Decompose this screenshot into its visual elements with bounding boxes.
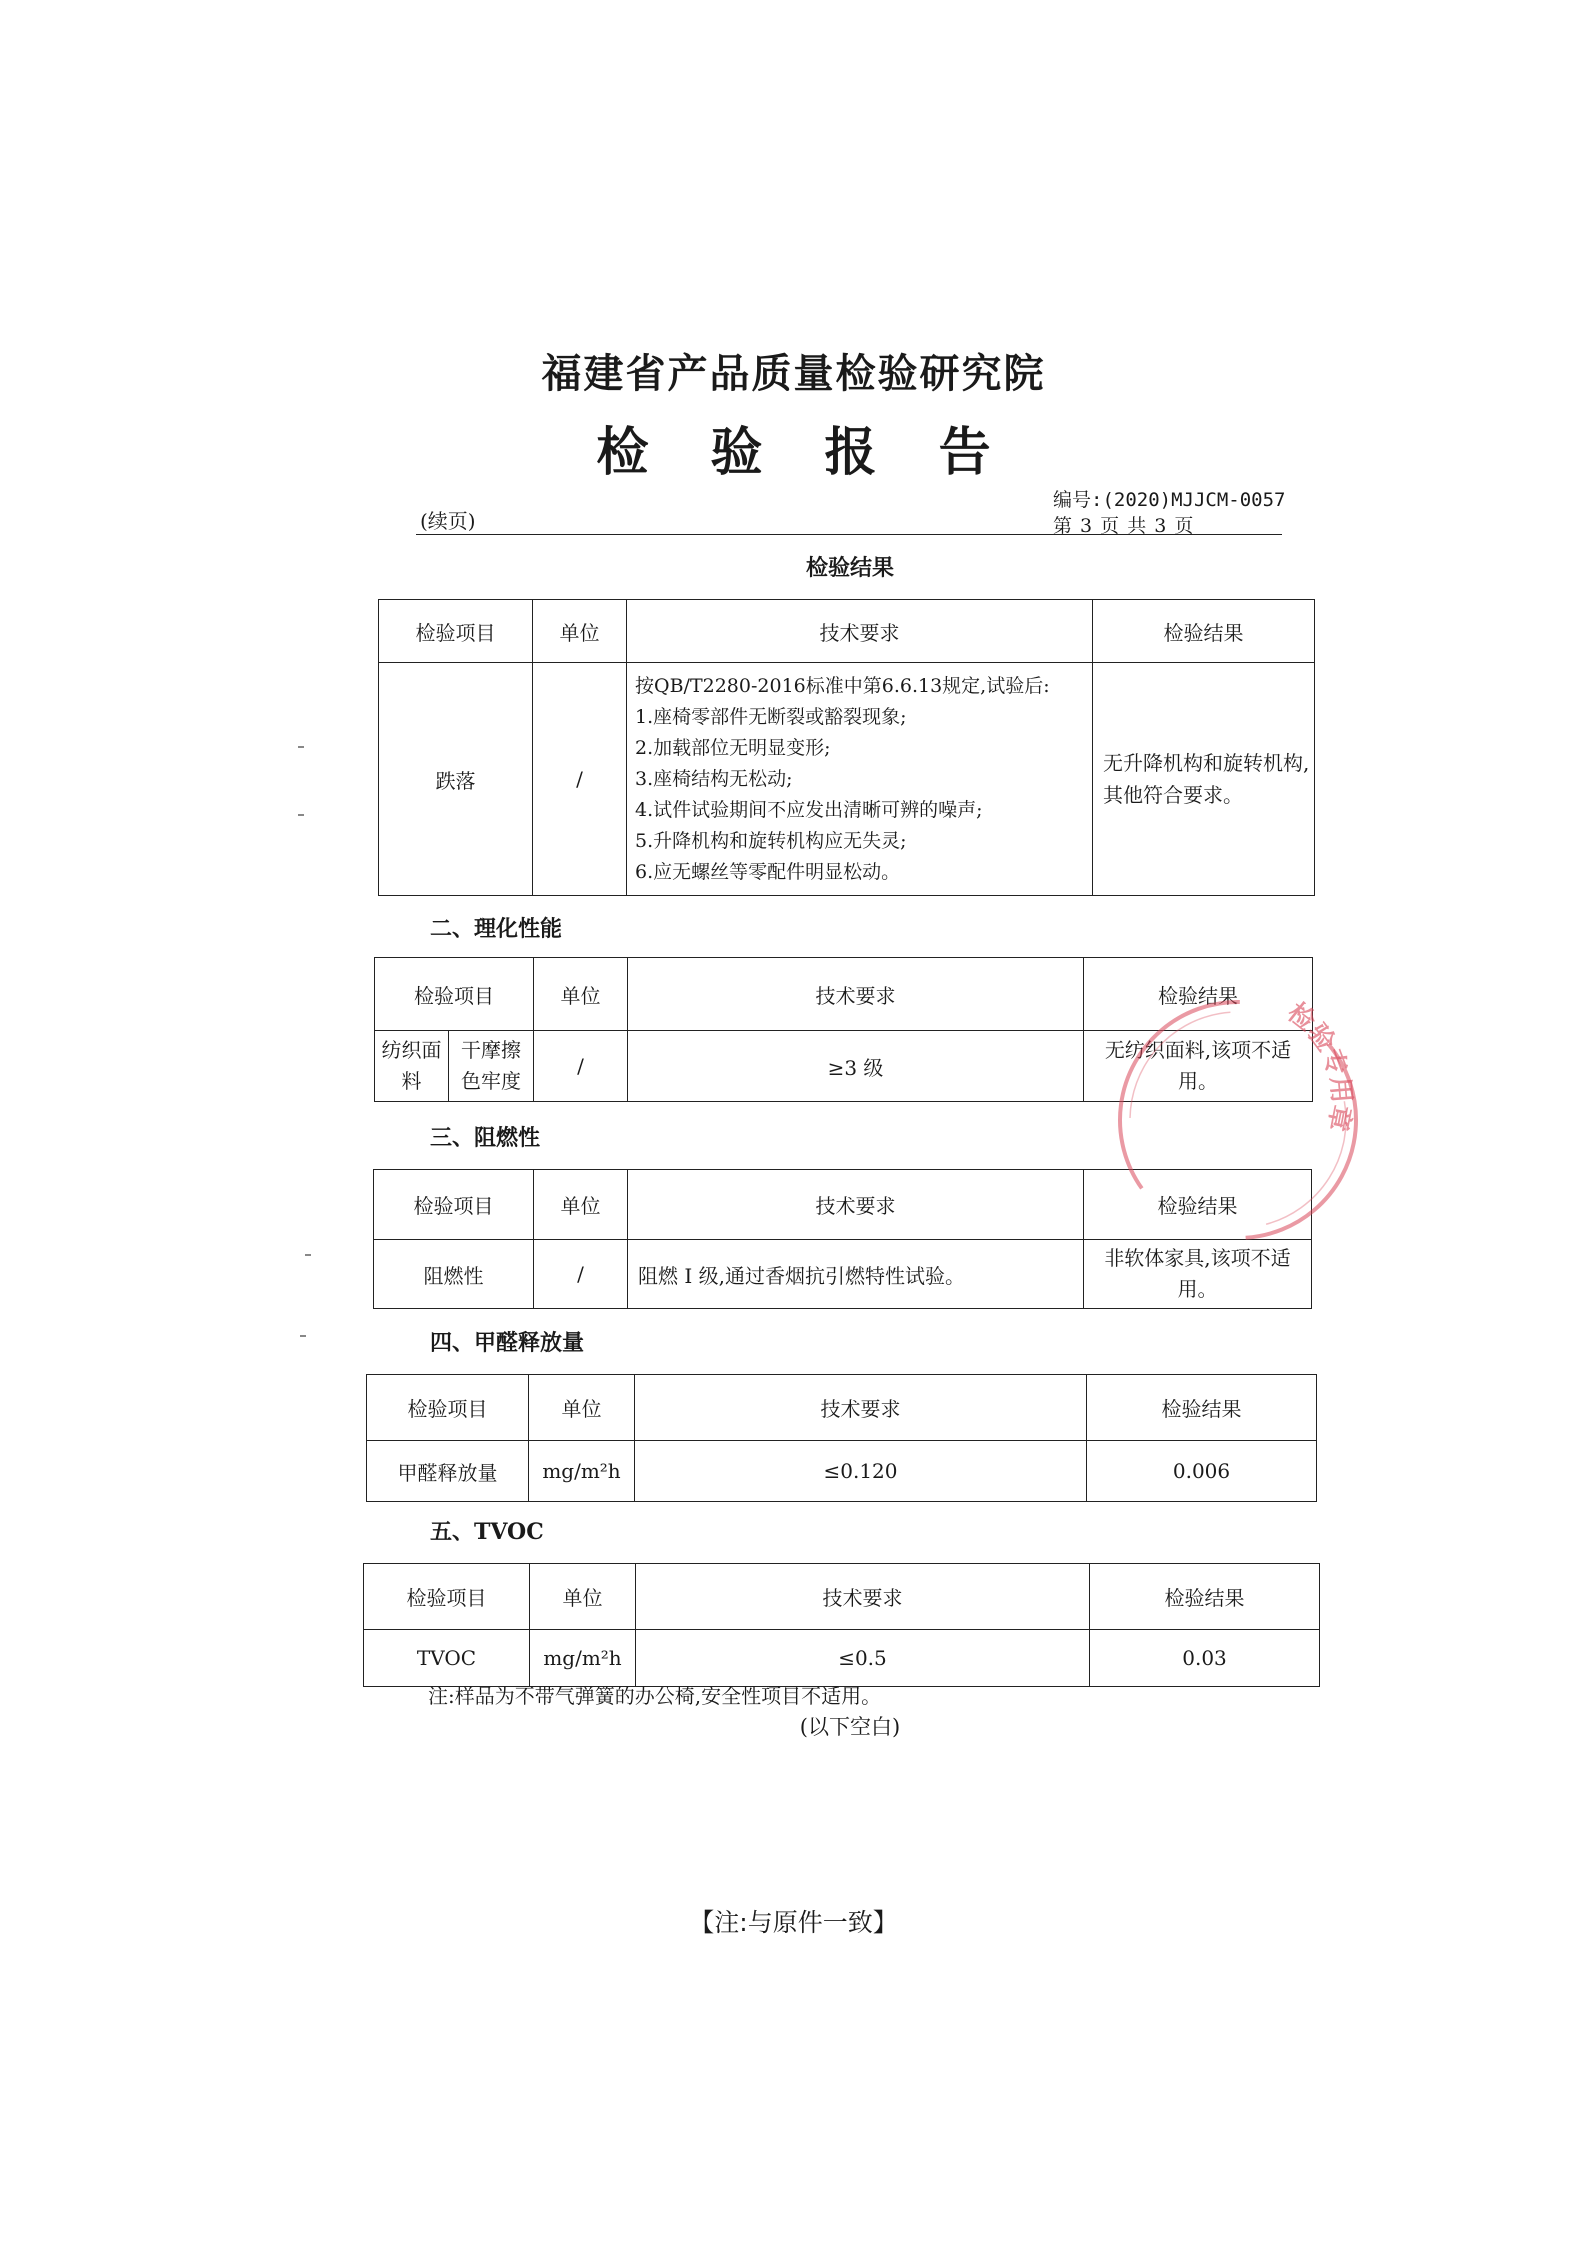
scan-speck — [305, 1254, 311, 1256]
header-requirement: 技术要求 — [628, 1170, 1084, 1240]
sample-note: 注:样品为不带气弹簧的办公椅,安全性项目不适用。 — [428, 1684, 882, 1708]
item-cell: 跌落 — [379, 663, 533, 896]
result-cell: 0.03 — [1090, 1630, 1320, 1687]
requirement-line: 2.加载部位无明显变形; — [635, 736, 831, 759]
header-item: 检验项目 — [379, 600, 533, 663]
scan-speck — [298, 746, 304, 748]
header-unit: 单位 — [534, 958, 628, 1031]
section-2-title: 二、理化性能 — [430, 916, 563, 942]
stamp-text: 检验专用章 — [1281, 997, 1357, 1134]
requirement-cell — [627, 663, 1093, 896]
item-cell: 干摩擦色牢度 — [449, 1031, 534, 1102]
table-row — [367, 1441, 1317, 1502]
footer-note: 【注:与原件一致】 — [689, 1908, 898, 1937]
section-5-table — [363, 1563, 1320, 1687]
header-result: 检验结果 — [1093, 600, 1315, 663]
unit-cell: / — [534, 1031, 628, 1102]
table-header-row — [375, 958, 1313, 1031]
header-unit: 单位 — [533, 600, 627, 663]
scan-speck — [300, 1335, 306, 1337]
unit-cell: mg/m²h — [530, 1630, 636, 1687]
requirement-line: 1.座椅零部件无断裂或豁裂现象; — [635, 705, 907, 728]
header-item: 检验项目 — [374, 1170, 534, 1240]
table-row — [379, 663, 1315, 896]
continued-label: (续页) — [420, 509, 476, 533]
header-unit: 单位 — [529, 1375, 635, 1441]
section-4-title: 四、甲醛释放量 — [430, 1330, 585, 1356]
header-divider — [416, 534, 1282, 535]
header-unit: 单位 — [534, 1170, 628, 1240]
section-3-title: 三、阻燃性 — [430, 1125, 541, 1151]
header-requirement: 技术要求 — [635, 1375, 1087, 1441]
result-cell: 非软体家具,该项不适用。 — [1084, 1240, 1312, 1309]
requirement-line: 3.座椅结构无松动; — [635, 767, 793, 790]
section-3-table — [373, 1169, 1312, 1309]
table-row — [364, 1630, 1320, 1687]
requirement-line: 5.升降机构和旋转机构应无失灵; — [635, 829, 907, 852]
section-5-title: 五、TVOC — [430, 1519, 544, 1545]
requirement-cell: ≥3 级 — [628, 1031, 1084, 1102]
page-info: 第 3 页 共 3 页 — [1053, 515, 1195, 537]
header-unit: 单位 — [530, 1564, 636, 1630]
table-header-row — [374, 1170, 1312, 1240]
header-result: 检验结果 — [1087, 1375, 1317, 1441]
requirement-line: 6.应无螺丝等零配件明显松动。 — [635, 860, 901, 883]
requirement-cell: ≤0.5 — [636, 1630, 1090, 1687]
result-cell: 无升降机构和旋转机构,其他符合要求。 — [1093, 663, 1315, 896]
requirement-cell: ≤0.120 — [635, 1441, 1087, 1502]
requirement-line: 按QB/T2280-2016标准中第6.6.13规定,试验后: — [635, 674, 1050, 697]
report-number: 编号:(2020)MJJCM-0057 — [1053, 489, 1286, 511]
blank-below-marker: (以下空白) — [799, 1715, 901, 1739]
header-item: 检验项目 — [375, 958, 534, 1031]
item-cell: 阻燃性 — [374, 1240, 534, 1309]
section-2-table — [374, 957, 1313, 1102]
table-header-row — [379, 600, 1315, 663]
unit-cell: / — [533, 663, 627, 896]
unit-cell: / — [534, 1240, 628, 1309]
header-requirement: 技术要求 — [636, 1564, 1090, 1630]
header-requirement: 技术要求 — [628, 958, 1084, 1031]
table-header-row — [364, 1564, 1320, 1630]
institute-name: 福建省产品质量检验研究院 — [541, 350, 1046, 397]
result-cell: 无纺织面料,该项不适用。 — [1084, 1031, 1313, 1102]
header-result: 检验结果 — [1090, 1564, 1320, 1630]
results-heading: 检验结果 — [805, 555, 894, 581]
item-category-cell: 纺织面料 — [375, 1031, 449, 1102]
header-result: 检验结果 — [1084, 958, 1313, 1031]
section-4-table — [366, 1374, 1317, 1502]
header-item: 检验项目 — [367, 1375, 529, 1441]
result-cell: 0.006 — [1087, 1441, 1317, 1502]
requirement-cell: 阻燃 I 级,通过香烟抗引燃特性试验。 — [628, 1240, 1084, 1309]
unit-cell: mg/m²h — [529, 1441, 635, 1502]
scan-speck — [298, 814, 304, 816]
item-cell: 甲醛释放量 — [367, 1441, 529, 1502]
drop-test-table — [378, 599, 1315, 896]
item-cell: TVOC — [364, 1630, 530, 1687]
table-row — [375, 1031, 1313, 1102]
header-item: 检验项目 — [364, 1564, 530, 1630]
table-row — [374, 1240, 1312, 1309]
header-requirement: 技术要求 — [627, 600, 1093, 663]
requirement-line: 4.试件试验期间不应发出清晰可辨的噪声; — [635, 798, 983, 821]
report-title: 检 验 报 告 — [596, 422, 1013, 483]
table-header-row — [367, 1375, 1317, 1441]
header-result: 检验结果 — [1084, 1170, 1312, 1240]
